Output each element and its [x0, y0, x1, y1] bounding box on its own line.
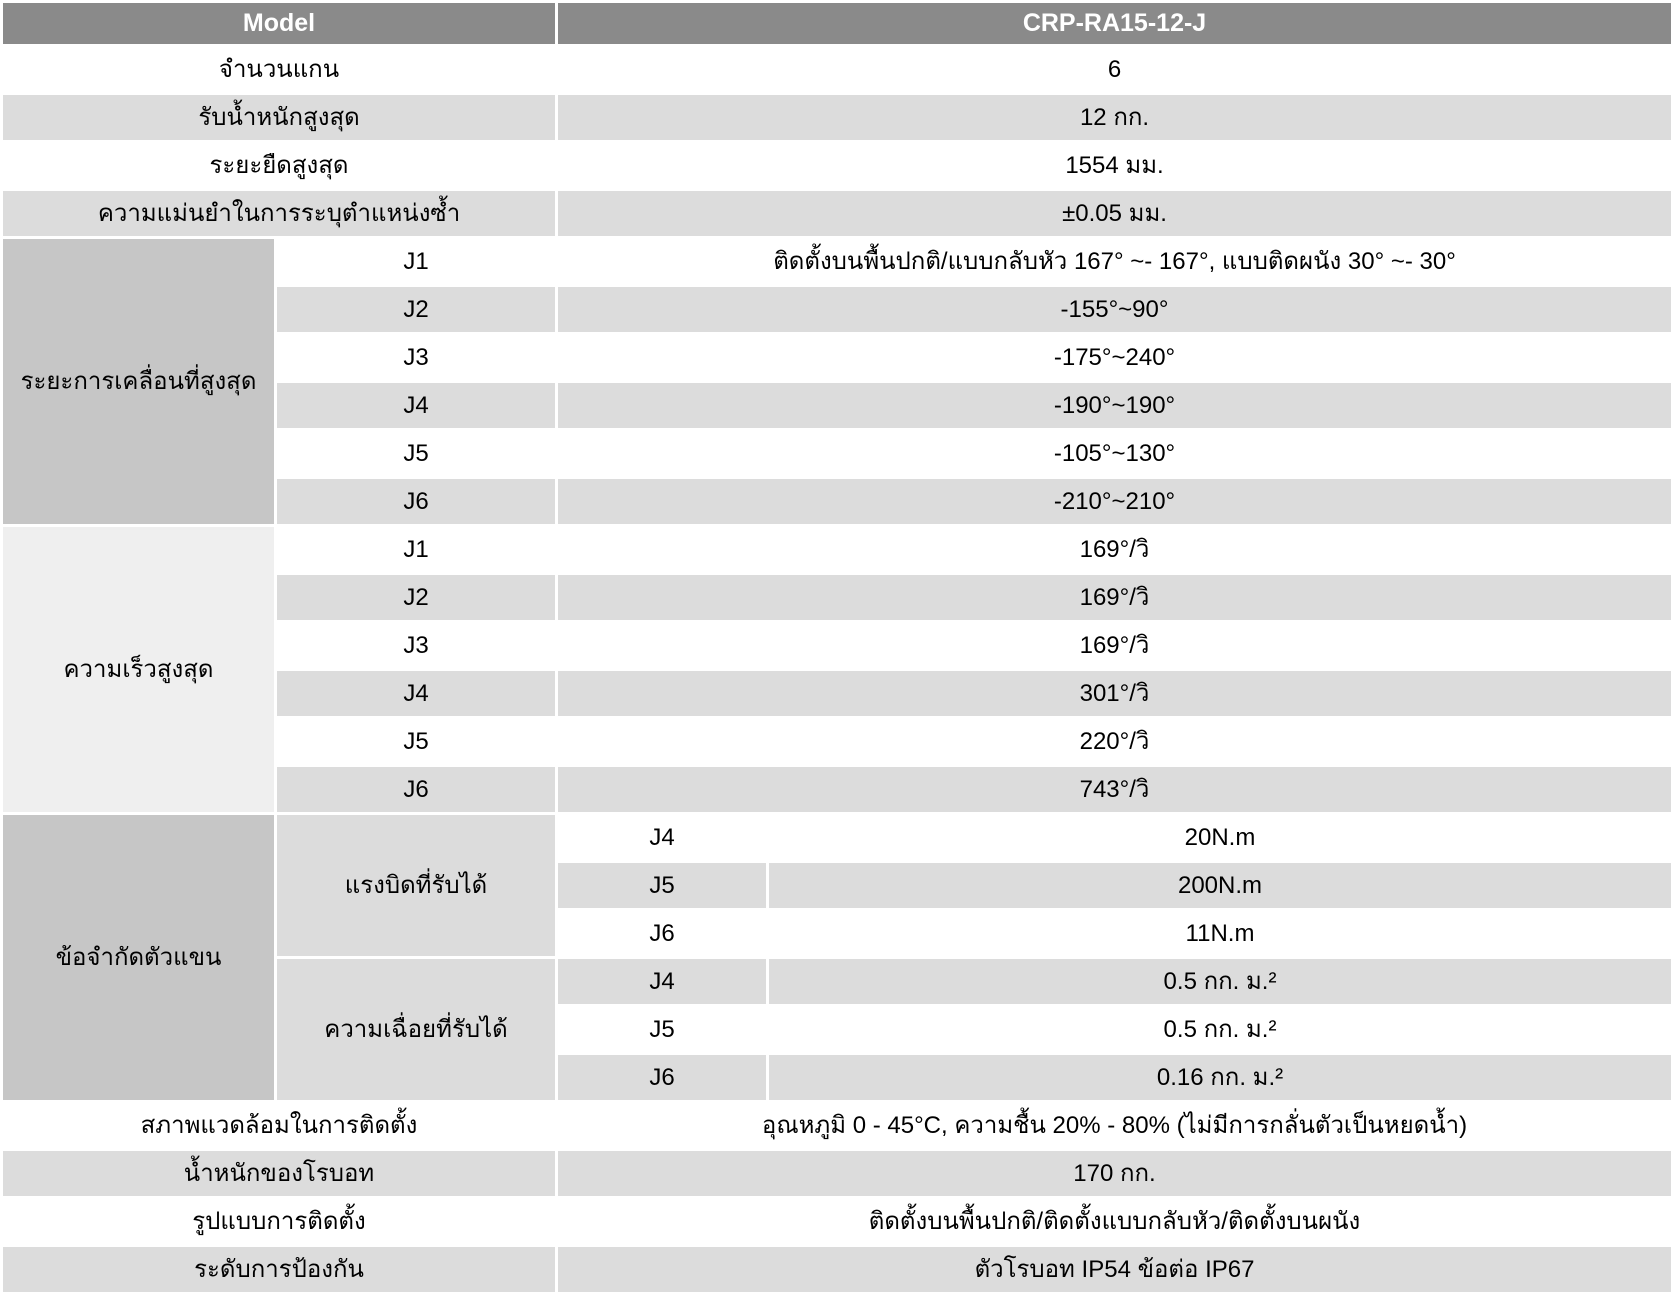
spec-value-cell: 20N.m [768, 814, 1671, 862]
spec-label-cell: รูปแบบการติดตั้ง [2, 1198, 557, 1246]
spec-value-cell: 6 [557, 46, 1671, 94]
row-axes [2, 46, 1671, 94]
spec-label-cell: ความแม่นยำในการระบุตำแหน่งซ้ำ [2, 190, 557, 238]
spec-label-cell: สภาพแวดล้อมในการติดตั้ง [2, 1102, 557, 1150]
row-protection [2, 1246, 1671, 1294]
spec-value-cell: 220°/วิ [557, 718, 1671, 766]
joint-label-cell: J2 [276, 286, 557, 334]
row-motion-j1 [2, 238, 1671, 286]
table-header-row [2, 2, 1671, 46]
spec-value-cell: -105°~130° [557, 430, 1671, 478]
spec-value-cell: 12 กก. [557, 94, 1671, 142]
joint-label-cell: J4 [276, 670, 557, 718]
spec-label-cell: จำนวนแกน [2, 46, 557, 94]
joint-label-cell: J5 [276, 430, 557, 478]
joint-label-cell: J5 [276, 718, 557, 766]
joint-label-cell: J1 [276, 526, 557, 574]
spec-value-cell: ติดตั้งบนพื้นปกติ/แบบกลับหัว 167° ~- 167°, แบบติดผนัง 30° ~- 30° [557, 238, 1671, 286]
spec-value-cell: -190°~190° [557, 382, 1671, 430]
spec-value-cell: -155°~90° [557, 286, 1671, 334]
joint-label-cell: J4 [557, 958, 768, 1006]
spec-value-cell: ±0.05 มม. [557, 190, 1671, 238]
joint-label-cell: J6 [276, 766, 557, 814]
row-speed-j1 [2, 526, 1671, 574]
spec-value-cell: 1554 มม. [557, 142, 1671, 190]
joint-label-cell: J4 [557, 814, 768, 862]
spec-label-cell: ระยะยืดสูงสุด [2, 142, 557, 190]
spec-label-cell: น้ำหนักของโรบอท [2, 1150, 557, 1198]
spec-value-cell: 169°/วิ [557, 526, 1671, 574]
section-label-max-speed: ความเร็วสูงสุด [2, 526, 276, 814]
row-payload [2, 94, 1671, 142]
row-environment [2, 1102, 1671, 1150]
model-value-cell: CRP-RA15-12-J [557, 2, 1671, 46]
spec-value-cell: ตัวโรบอท IP54 ข้อต่อ IP67 [557, 1246, 1671, 1294]
row-repeatability [2, 190, 1671, 238]
joint-label-cell: J5 [557, 1006, 768, 1054]
subsection-label-inertia: ความเฉื่อยที่รับได้ [276, 958, 557, 1102]
spec-label-cell: ระดับการป้องกัน [2, 1246, 557, 1294]
spec-value-cell: 301°/วิ [557, 670, 1671, 718]
row-reach [2, 142, 1671, 190]
joint-label-cell: J5 [557, 862, 768, 910]
joint-label-cell: J1 [276, 238, 557, 286]
spec-value-cell: 169°/วิ [557, 622, 1671, 670]
joint-label-cell: J6 [276, 478, 557, 526]
spec-value-cell: 200N.m [768, 862, 1671, 910]
row-weight [2, 1150, 1671, 1198]
spec-value-cell: -175°~240° [557, 334, 1671, 382]
row-torque-j4 [2, 814, 1671, 862]
spec-value-cell: 170 กก. [557, 1150, 1671, 1198]
spec-label-cell: รับน้ำหนักสูงสุด [2, 94, 557, 142]
section-label-arm-limits: ข้อจำกัดตัวแขน [2, 814, 276, 1102]
joint-label-cell: J3 [276, 622, 557, 670]
model-header-cell: Model [2, 2, 557, 46]
subsection-label-torque: แรงบิดที่รับได้ [276, 814, 557, 958]
spec-value-cell: 743°/วิ [557, 766, 1671, 814]
joint-label-cell: J6 [557, 910, 768, 958]
spec-value-cell: 0.16 กก. ม.² [768, 1054, 1671, 1102]
spec-value-cell: ติดตั้งบนพื้นปกติ/ติดตั้งแบบกลับหัว/ติดตั้งบนผนัง [557, 1198, 1671, 1246]
spec-value-cell: 0.5 กก. ม.² [768, 958, 1671, 1006]
spec-value-cell: 169°/วิ [557, 574, 1671, 622]
joint-label-cell: J3 [276, 334, 557, 382]
spec-value-cell: อุณหภูมิ 0 - 45°C, ความชื้น 20% - 80% (ไม่มีการกลั่นตัวเป็นหยดน้ำ) [557, 1102, 1671, 1150]
spec-value-cell: -210°~210° [557, 478, 1671, 526]
row-mounting [2, 1198, 1671, 1246]
spec-value-cell: 0.5 กก. ม.² [768, 1006, 1671, 1054]
section-label-motion-range: ระยะการเคลื่อนที่สูงสุด [2, 238, 276, 526]
joint-label-cell: J4 [276, 382, 557, 430]
joint-label-cell: J2 [276, 574, 557, 622]
joint-label-cell: J6 [557, 1054, 768, 1102]
spec-value-cell: 11N.m [768, 910, 1671, 958]
